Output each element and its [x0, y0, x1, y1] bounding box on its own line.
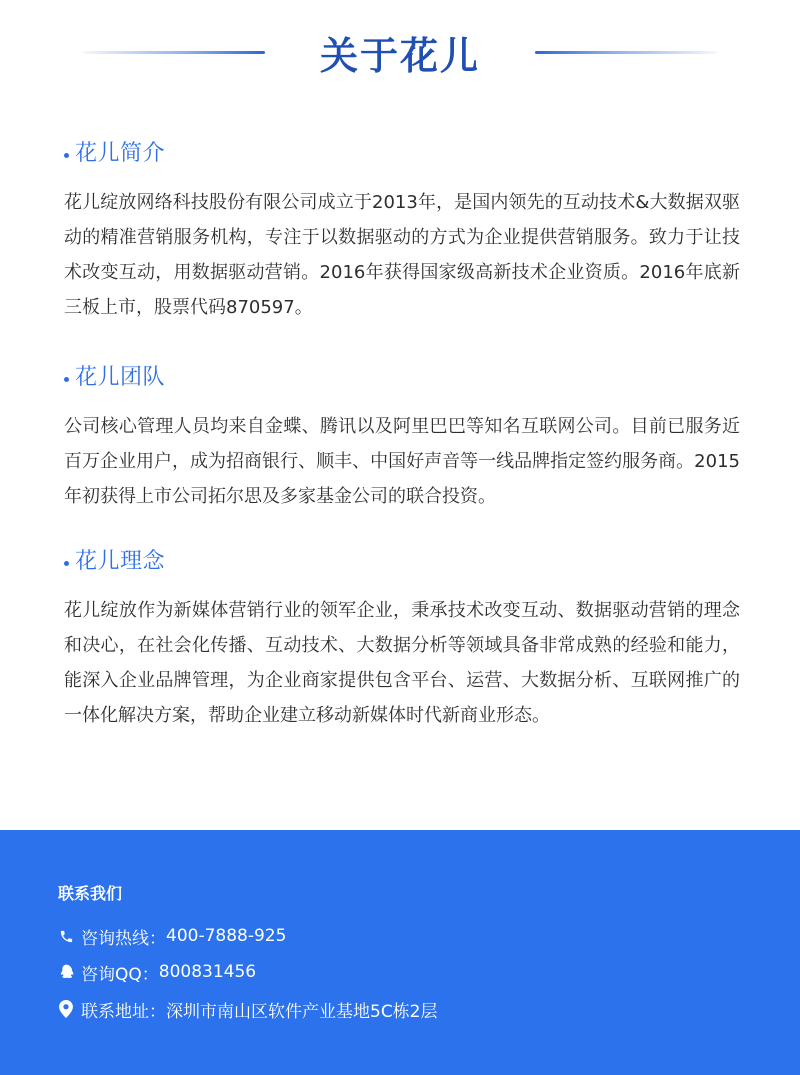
- bullet-dot-icon: [64, 153, 69, 158]
- section-heading: [64, 361, 740, 395]
- section-intro: [64, 137, 740, 325]
- phone-label: 咨询热线：: [81, 928, 166, 949]
- location-pin-icon: [58, 1000, 74, 1018]
- section-philosophy: [64, 545, 740, 733]
- qq-label: 咨询QQ：: [81, 964, 159, 985]
- section-text: 公司核心管理人员均来自金蝶、腾讯以及阿里巴巴等知名互联网公司。目前已服务近百万企业用户，成为招商银行、顺丰、中国好声音等一线品牌指定签约服务商。2015年初获得上市公司拓尔思及多家基金公司的联合投资。: [64, 416, 740, 507]
- contact-phone-row[interactable]: [58, 922, 286, 950]
- page-title: 关于花儿: [319, 34, 480, 78]
- contact-qq-row[interactable]: [58, 958, 256, 986]
- contact-footer: [0, 830, 800, 1075]
- contact-address-row[interactable]: [58, 995, 438, 1023]
- section-title: 花儿简介: [75, 141, 166, 166]
- bullet-dot-icon: [64, 377, 69, 382]
- section-team: [64, 361, 740, 514]
- qq-value[interactable]: 800831456: [158, 962, 257, 982]
- section-text: 花儿绽放网络科技股份有限公司成立于2013年，是国内领先的互动技术&大数据双驱动的精准营销服务机构，专注于以数据驱动的方式为企业提供营销服务。致力于让技术改变互动，用数据驱动营销。2016年获得国家级高新技术企业资质。2016年底新三板上市，股票代码870597。: [64, 192, 740, 318]
- qq-icon: [58, 963, 74, 981]
- section-heading: [64, 545, 740, 579]
- address-value: 深圳市南山区软件产业基地5C栋2层: [166, 1001, 438, 1022]
- header-divider-right: [535, 51, 717, 54]
- section-title: 花儿团队: [75, 365, 166, 390]
- page-header: [0, 28, 800, 88]
- bullet-dot-icon: [64, 561, 69, 566]
- section-text: 花儿绽放作为新媒体营销行业的领军企业，秉承技术改变互动、数据驱动营销的理念和决心，在社会化传播、互动技术、大数据分析等领域具备非常成熟的经验和能力，能深入企业品牌管理，为企业商家提供包含平台、运营、大数据分析、互联网推广的一体化解决方案，帮助企业建立移动新媒体时代新商业形态。: [64, 600, 740, 726]
- section-title: 花儿理念: [75, 549, 166, 574]
- address-label: 联系地址：: [81, 1001, 166, 1022]
- section-heading: [64, 137, 740, 171]
- footer-title: 联系我们: [58, 884, 123, 903]
- phone-value[interactable]: 400-7888-925: [166, 926, 287, 946]
- phone-icon: [58, 927, 74, 945]
